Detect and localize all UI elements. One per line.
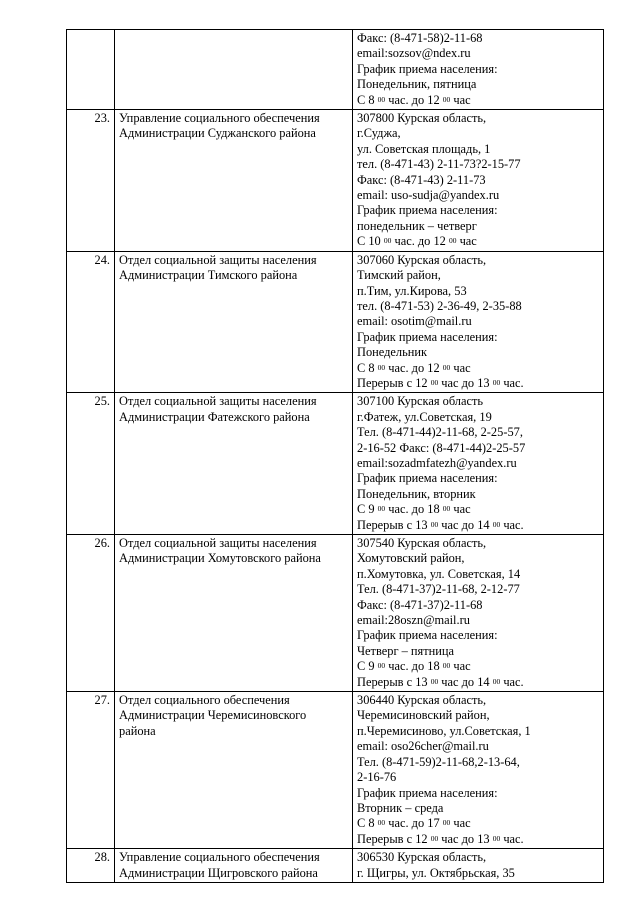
table-row [67, 393, 604, 535]
organization-name-line: Управление социального обеспечения [119, 850, 320, 865]
minutes-superscript: 00 [430, 519, 439, 529]
contact-line: г.Фатеж, ул.Советская, 19 [357, 409, 492, 424]
contact-line: тел. (8-471-53) 2-36-49, 2-35-88 [357, 298, 522, 313]
contact-line: 2-16-52 Факс: (8-471-44)2-25-57 [357, 440, 526, 455]
contact-line: Факс: (8-471-37)2-11-68 [357, 597, 483, 612]
hours-text: час [450, 659, 471, 674]
hours-text: час. [500, 831, 524, 846]
hours-text: час [450, 360, 471, 375]
hours-text: С 8 [357, 360, 378, 375]
contact-line: Вторник – среда [357, 800, 444, 815]
hours-line [357, 816, 599, 831]
contact-line: График приема населения: [357, 203, 498, 218]
contact-line: г. Щигры, ул. Октябрьская, 35 [357, 865, 515, 880]
contact-line: График приема населения: [357, 785, 498, 800]
contact-line: email:sozsov@ndex.ru [357, 46, 471, 61]
minutes-superscript: 00 [442, 504, 451, 514]
row-number: 23. [67, 110, 115, 252]
contact-line: 307060 Курская область, [357, 252, 487, 267]
contact-line: email: uso-sudja@yandex.ru [357, 188, 500, 203]
organization-name-line: Администрации Щигровского района [119, 865, 318, 880]
table-row [67, 251, 604, 393]
contact-line: п.Тим, ул.Кирова, 53 [357, 283, 467, 298]
contact-line: п.Черемисиново, ул.Советская, 1 [357, 723, 531, 738]
hours-text: час. до 12 [385, 360, 443, 375]
row-number: 28. [67, 849, 115, 883]
hours-text: С 9 [357, 659, 378, 674]
hours-text: час [450, 92, 471, 107]
organization-name-cell [115, 393, 353, 535]
hours-text: час. до 18 [385, 502, 443, 517]
contact-line: ул. Советская площадь, 1 [357, 141, 491, 156]
contact-line: График приема населения: [357, 329, 498, 344]
contacts-cell [353, 251, 604, 393]
organization-name-cell [115, 30, 353, 110]
organization-name-line: Отдел социальной защиты населения [119, 252, 317, 267]
hours-text: Перерыв с 13 [357, 517, 431, 532]
table-row [67, 30, 604, 110]
organization-name-line: района [119, 723, 156, 738]
minutes-superscript: 00 [492, 676, 501, 686]
contact-line: 307100 Курская область [357, 394, 484, 409]
hours-line [357, 659, 599, 674]
hours-text: час. до 12 [391, 234, 449, 249]
hours-text: час. [500, 375, 524, 390]
minutes-superscript: 00 [442, 362, 451, 372]
hours-line [357, 234, 599, 249]
contact-line: 307540 Курская область, [357, 536, 487, 550]
hours-line [357, 675, 599, 690]
hours-text: С 8 [357, 92, 378, 107]
row-number: 26. [67, 535, 115, 692]
minutes-superscript: 00 [383, 236, 392, 246]
hours-text: Перерыв с 12 [357, 375, 431, 390]
organization-name-cell [115, 535, 353, 692]
minutes-superscript: 00 [492, 519, 501, 529]
contacts-cell [353, 393, 604, 535]
minutes-superscript: 00 [377, 362, 386, 372]
minutes-superscript: 00 [442, 818, 451, 828]
contact-line: email: oso26cher@mail.ru [357, 739, 489, 754]
hours-text: час. [500, 517, 524, 532]
contact-line: п.Хомутовка, ул. Советская, 14 [357, 566, 521, 581]
hours-line [357, 93, 599, 108]
contact-line: Понедельник, пятница [357, 77, 477, 92]
contact-line: понедельник – четверг [357, 218, 477, 233]
hours-text: час до 14 [438, 674, 493, 689]
organization-name-cell [115, 849, 353, 883]
organization-name-line: Администрации Черемисиновского [119, 708, 307, 723]
table-row [67, 849, 604, 883]
row-number: 25. [67, 393, 115, 535]
organization-name-line: Отдел социальной защиты населения [119, 394, 317, 409]
social-services-table [66, 29, 604, 883]
contact-line: Понедельник [357, 345, 428, 360]
contact-line: График приема населения: [357, 628, 498, 643]
minutes-superscript: 00 [377, 504, 386, 514]
contact-line: Тимский район, [357, 268, 441, 283]
hours-text: С 9 [357, 502, 378, 517]
contact-line: 307800 Курская область, [357, 111, 487, 126]
contact-line: Тел. (8-471-37)2-11-68, 2-12-77 [357, 582, 520, 597]
minutes-superscript: 00 [492, 377, 501, 387]
contacts-cell [353, 30, 604, 110]
organization-name-cell [115, 251, 353, 393]
organization-name-line: Отдел социального обеспечения [119, 693, 290, 708]
minutes-superscript: 00 [430, 377, 439, 387]
hours-line [357, 361, 599, 376]
hours-text: час [450, 816, 471, 831]
contact-line: email:28oszn@mail.ru [357, 613, 470, 628]
hours-text: час до 13 [438, 375, 493, 390]
minutes-superscript: 00 [492, 833, 501, 843]
organization-name-cell [115, 692, 353, 849]
organization-name-line: Администрации Хомутовского района [119, 551, 321, 566]
contact-line: 2-16-76 [357, 770, 397, 785]
contact-line: Факс: (8-471-58)2-11-68 [357, 31, 483, 45]
contacts-cell [353, 110, 604, 252]
row-number: 27. [67, 692, 115, 849]
minutes-superscript: 00 [377, 94, 386, 104]
hours-text: час. до 12 [385, 92, 443, 107]
row-number: 24. [67, 251, 115, 393]
minutes-superscript: 00 [442, 661, 451, 671]
hours-text: час [450, 502, 471, 517]
contact-line: 306440 Курская область, [357, 693, 487, 708]
hours-text: час. до 17 [385, 816, 443, 831]
contact-line: Понедельник, вторник [357, 486, 476, 501]
table-row [67, 692, 604, 849]
hours-text: час [456, 234, 477, 249]
contact-line: Факс: (8-471-43) 2-11-73 [357, 172, 486, 187]
minutes-superscript: 00 [442, 94, 451, 104]
contact-line: email:sozadmfatezh@yandex.ru [357, 455, 517, 470]
contact-line: Тел. (8-471-59)2-11-68,2-13-64, [357, 754, 520, 769]
minutes-superscript: 00 [377, 661, 386, 671]
organization-name-line: Управление социального обеспечения [119, 111, 320, 126]
contacts-cell [353, 692, 604, 849]
contact-line: График приема населения: [357, 61, 498, 76]
hours-line [357, 502, 599, 517]
minutes-superscript: 00 [430, 676, 439, 686]
contact-line: тел. (8-471-43) 2-11-73?2-15-77 [357, 157, 521, 172]
contacts-cell [353, 849, 604, 883]
organization-name-line: Администрации Тимского района [119, 268, 298, 283]
contacts-cell [353, 535, 604, 692]
contact-line: г.Суджа, [357, 126, 401, 141]
contact-line: Тел. (8-471-44)2-11-68, 2-25-57, [357, 425, 523, 440]
table-row [67, 110, 604, 252]
minutes-superscript: 00 [430, 833, 439, 843]
contact-line: 306530 Курская область, [357, 850, 487, 865]
hours-line [357, 376, 599, 391]
row-number [67, 30, 115, 110]
contact-line: Черемисиновский район, [357, 708, 490, 723]
contact-line: email: osotim@mail.ru [357, 314, 472, 329]
contact-line: Хомутовский район, [357, 551, 465, 566]
organization-name-line: Администрации Фатежского района [119, 409, 310, 424]
hours-text: час. [500, 674, 524, 689]
organization-name-line: Отдел социальной защиты населения [119, 536, 317, 550]
hours-text: Перерыв с 13 [357, 674, 431, 689]
hours-text: час до 13 [438, 831, 493, 846]
hours-text: Перерыв с 12 [357, 831, 431, 846]
hours-text: час. до 18 [385, 659, 443, 674]
minutes-superscript: 00 [377, 818, 386, 828]
minutes-superscript: 00 [448, 236, 457, 246]
hours-line [357, 832, 599, 847]
hours-text: С 10 [357, 234, 384, 249]
organization-name-line: Администрации Суджанского района [119, 126, 316, 141]
organization-name-cell [115, 110, 353, 252]
hours-line [357, 518, 599, 533]
contact-line: График приема населения: [357, 471, 498, 486]
contact-line: Четверг – пятница [357, 643, 455, 658]
hours-text: час до 14 [438, 517, 493, 532]
hours-text: С 8 [357, 816, 378, 831]
table-row [67, 535, 604, 692]
